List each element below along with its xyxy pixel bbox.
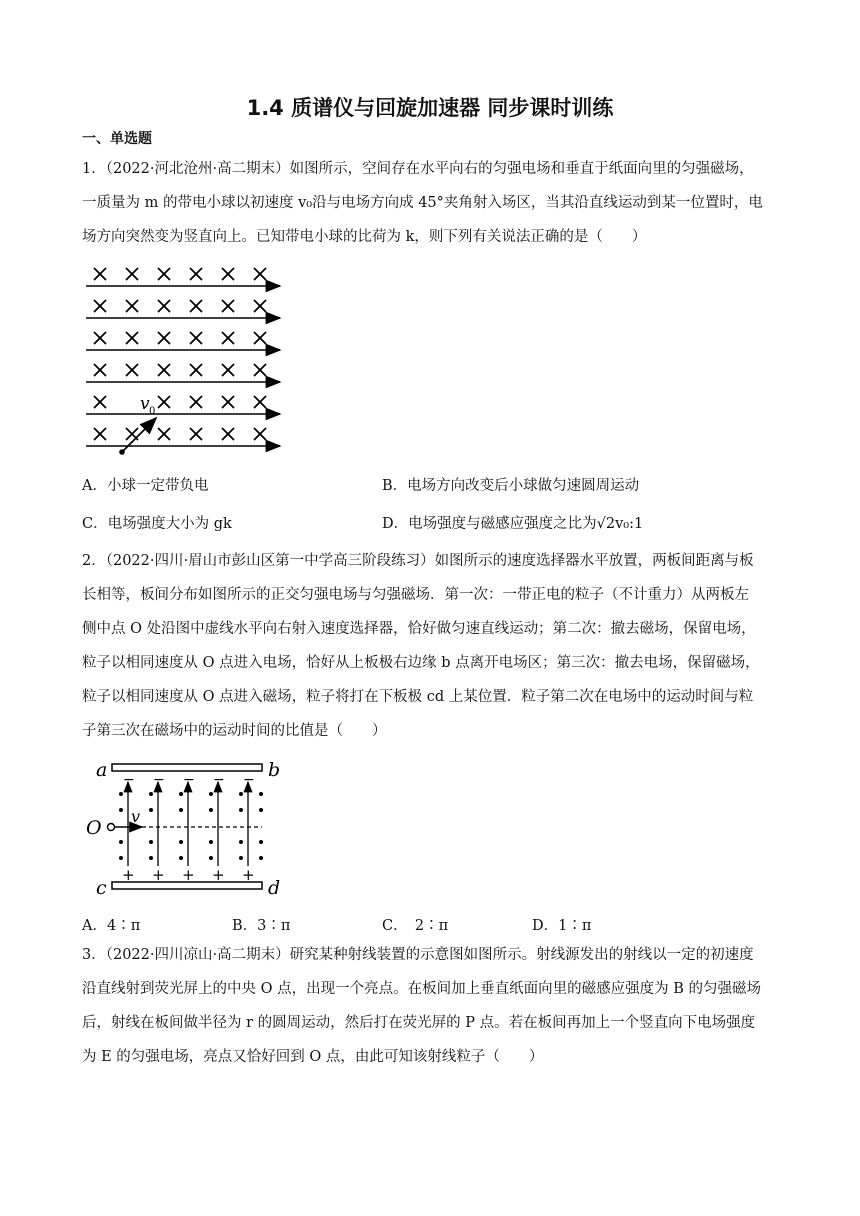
cross-mark: [94, 428, 106, 440]
cross-mark: [94, 396, 106, 408]
cross-mark: [190, 332, 202, 344]
b-field-dot: [239, 856, 243, 860]
q2-line-3: 侧中点 O 处沿图中虚线水平向右射入速度选择器，恰好做匀速直线运动；第二次：撤去磁场，保留电场，: [82, 621, 756, 637]
minus-sign: −: [153, 772, 165, 788]
q1-line-1: 1．（2022·河北沧州·高二期末）如图所示，空间存在水平向右的匀强电场和垂直于纸面向里的匀强磁场，: [82, 161, 754, 177]
ball-dot: [119, 449, 125, 455]
b-field-dot: [259, 856, 263, 860]
magnetic-field-dots: [119, 792, 263, 860]
cross-mark: [254, 332, 266, 344]
b-field-dot: [179, 856, 183, 860]
q2-line-5: 粒子以相同速度从 O 点进入磁场，粒子将打在下板极 cd 上某位置．粒子第二次在电场中的运动时间与粒: [82, 689, 754, 705]
b-field-dot: [119, 840, 123, 844]
cross-mark: [254, 268, 266, 280]
q2-line-2: 长相等，板间分布如图所示的正交匀强电场与匀强磁场．第一次：一带正电的粒子（不计重力）从两板左: [82, 587, 749, 603]
b-field-dot: [149, 808, 153, 812]
upper-plate: [112, 764, 262, 771]
question-1-stem: [82, 152, 782, 254]
q2-option-d[interactable]: D．1∶π: [532, 918, 592, 934]
cross-mark: [94, 332, 106, 344]
b-field-dot: [119, 856, 123, 860]
b-field-dot: [119, 792, 123, 796]
q1-option-a[interactable]: A．小球一定带负电: [82, 478, 209, 494]
cross-mark: [94, 300, 106, 312]
cross-mark: [126, 364, 138, 376]
label-v: v: [131, 807, 141, 826]
q3-line-2: 沿直线射到荧光屏上的中央 O 点，出现一个亮点。在板间加上垂直纸面向里的磁感应强度为 B 的匀强磁场: [82, 981, 761, 997]
cross-mark: [190, 396, 202, 408]
cross-mark: [126, 300, 138, 312]
cross-mark: [158, 300, 170, 312]
minus-sign: −: [183, 772, 195, 788]
label-c: c: [96, 877, 107, 896]
cross-mark: [190, 364, 202, 376]
b-field-dot: [239, 792, 243, 796]
b-field-dot: [209, 856, 213, 860]
question-2-stem: [82, 544, 782, 748]
b-field-dot: [179, 840, 183, 844]
b-field-dot: [149, 792, 153, 796]
v0-subscript: 0: [149, 406, 156, 417]
point-o-circle: [108, 824, 115, 831]
q2-option-b[interactable]: B．3∶π: [232, 918, 291, 934]
plus-sign: +: [242, 866, 255, 884]
q1-line-3: 场方向突然变为竖直向上。已知带电小球的比荷为 k，则下列有关说法正确的是（ ）: [82, 229, 647, 245]
label-a: a: [96, 759, 108, 781]
cross-mark: [190, 428, 202, 440]
b-field-dot: [209, 840, 213, 844]
b-field-dot: [209, 792, 213, 796]
cross-mark: [222, 332, 234, 344]
cross-mark: [222, 300, 234, 312]
minus-sign: −: [243, 772, 255, 788]
cross-mark: [126, 332, 138, 344]
q2-line-6: 子第三次在磁场中的运动时间的比值是（ ）: [82, 723, 387, 739]
q3-line-4: 为 E 的匀强电场，亮点又恰好回到 O 点，由此可知该射线粒子（ ）: [82, 1049, 544, 1065]
b-field-dot: [209, 808, 213, 812]
cross-mark: [94, 268, 106, 280]
cross-mark: [158, 332, 170, 344]
cross-mark: [254, 300, 266, 312]
cross-mark: [190, 268, 202, 280]
label-o: O: [86, 817, 102, 839]
cross-mark: [254, 428, 266, 440]
cross-mark: [158, 396, 170, 408]
cross-mark: [158, 364, 170, 376]
cross-mark: [126, 268, 138, 280]
cross-mark: [222, 428, 234, 440]
q3-line-1: 3．（2022·四川凉山·高二期末）研究某种射线装置的示意图如图所示。射线源发出的射线以一定的初速度: [82, 947, 754, 963]
page-title: 1.4 质谱仪与回旋加速器 同步课时训练: [246, 96, 614, 120]
plus-sign: +: [212, 866, 225, 884]
b-field-dot: [259, 808, 263, 812]
question-3-stem: [82, 938, 782, 1074]
cross-mark: [254, 396, 266, 408]
cross-mark: [190, 300, 202, 312]
q3-line-3: 后，射线在板间做半径为 r 的圆周运动，然后打在荧光屏的 P 点。若在板间再加上一个竖直向下电场强度: [82, 1015, 756, 1031]
cross-mark: [222, 268, 234, 280]
q1-line-2: 一质量为 m 的带电小球以初速度 v₀沿与电场方向成 45°夹角射入场区，当其沿直线运动到某一位置时，电: [82, 195, 763, 211]
q2-line-4: 粒子以相同速度从 O 点进入电场，恰好从上板极右边缘 b 点离开电场区；第三次：撤去电场，保留磁场，: [82, 655, 760, 671]
q2-velocity-selector-figure: [84, 754, 294, 896]
cross-mark: [222, 396, 234, 408]
label-b: b: [268, 759, 281, 781]
b-field-dot: [149, 856, 153, 860]
b-field-dot: [239, 840, 243, 844]
q1-field-figure: [84, 262, 290, 462]
velocity-arrow: [122, 418, 156, 452]
cross-mark: [94, 364, 106, 376]
section-heading: 一、单选题: [82, 131, 152, 147]
q2-line-1: 2．（2022·四川·眉山市彭山区第一中学高三阶段练习）如图所示的速度选择器水平放置，两板间距离与板: [82, 553, 754, 569]
b-field-dot: [179, 792, 183, 796]
q1-option-b[interactable]: B．电场方向改变后小球做匀速圆周运动: [382, 478, 640, 494]
b-field-dot: [259, 792, 263, 796]
electric-field-lines: [86, 286, 280, 446]
q1-option-d[interactable]: D．电场强度与磁感应强度之比为√2v₀:1: [382, 516, 644, 532]
q1-option-c[interactable]: C．电场强度大小为 gk: [82, 516, 232, 532]
plus-sign: +: [182, 866, 195, 884]
efield-lines: [128, 782, 248, 866]
b-field-dot: [119, 808, 123, 812]
minus-sign: −: [123, 772, 135, 788]
cross-mark: [254, 364, 266, 376]
v0-label: v: [140, 394, 150, 414]
plus-sign: +: [122, 866, 135, 884]
label-d: d: [268, 877, 281, 896]
b-field-dot: [149, 840, 153, 844]
plus-sign: +: [152, 866, 165, 884]
cross-mark: [158, 428, 170, 440]
cross-mark: [222, 364, 234, 376]
q2-option-c[interactable]: C． 2∶π: [382, 918, 449, 934]
b-field-dot: [259, 840, 263, 844]
q2-option-a[interactable]: A．4∶π: [82, 918, 141, 934]
b-field-dot: [239, 808, 243, 812]
cross-mark: [158, 268, 170, 280]
minus-sign: −: [213, 772, 225, 788]
b-field-dot: [179, 808, 183, 812]
